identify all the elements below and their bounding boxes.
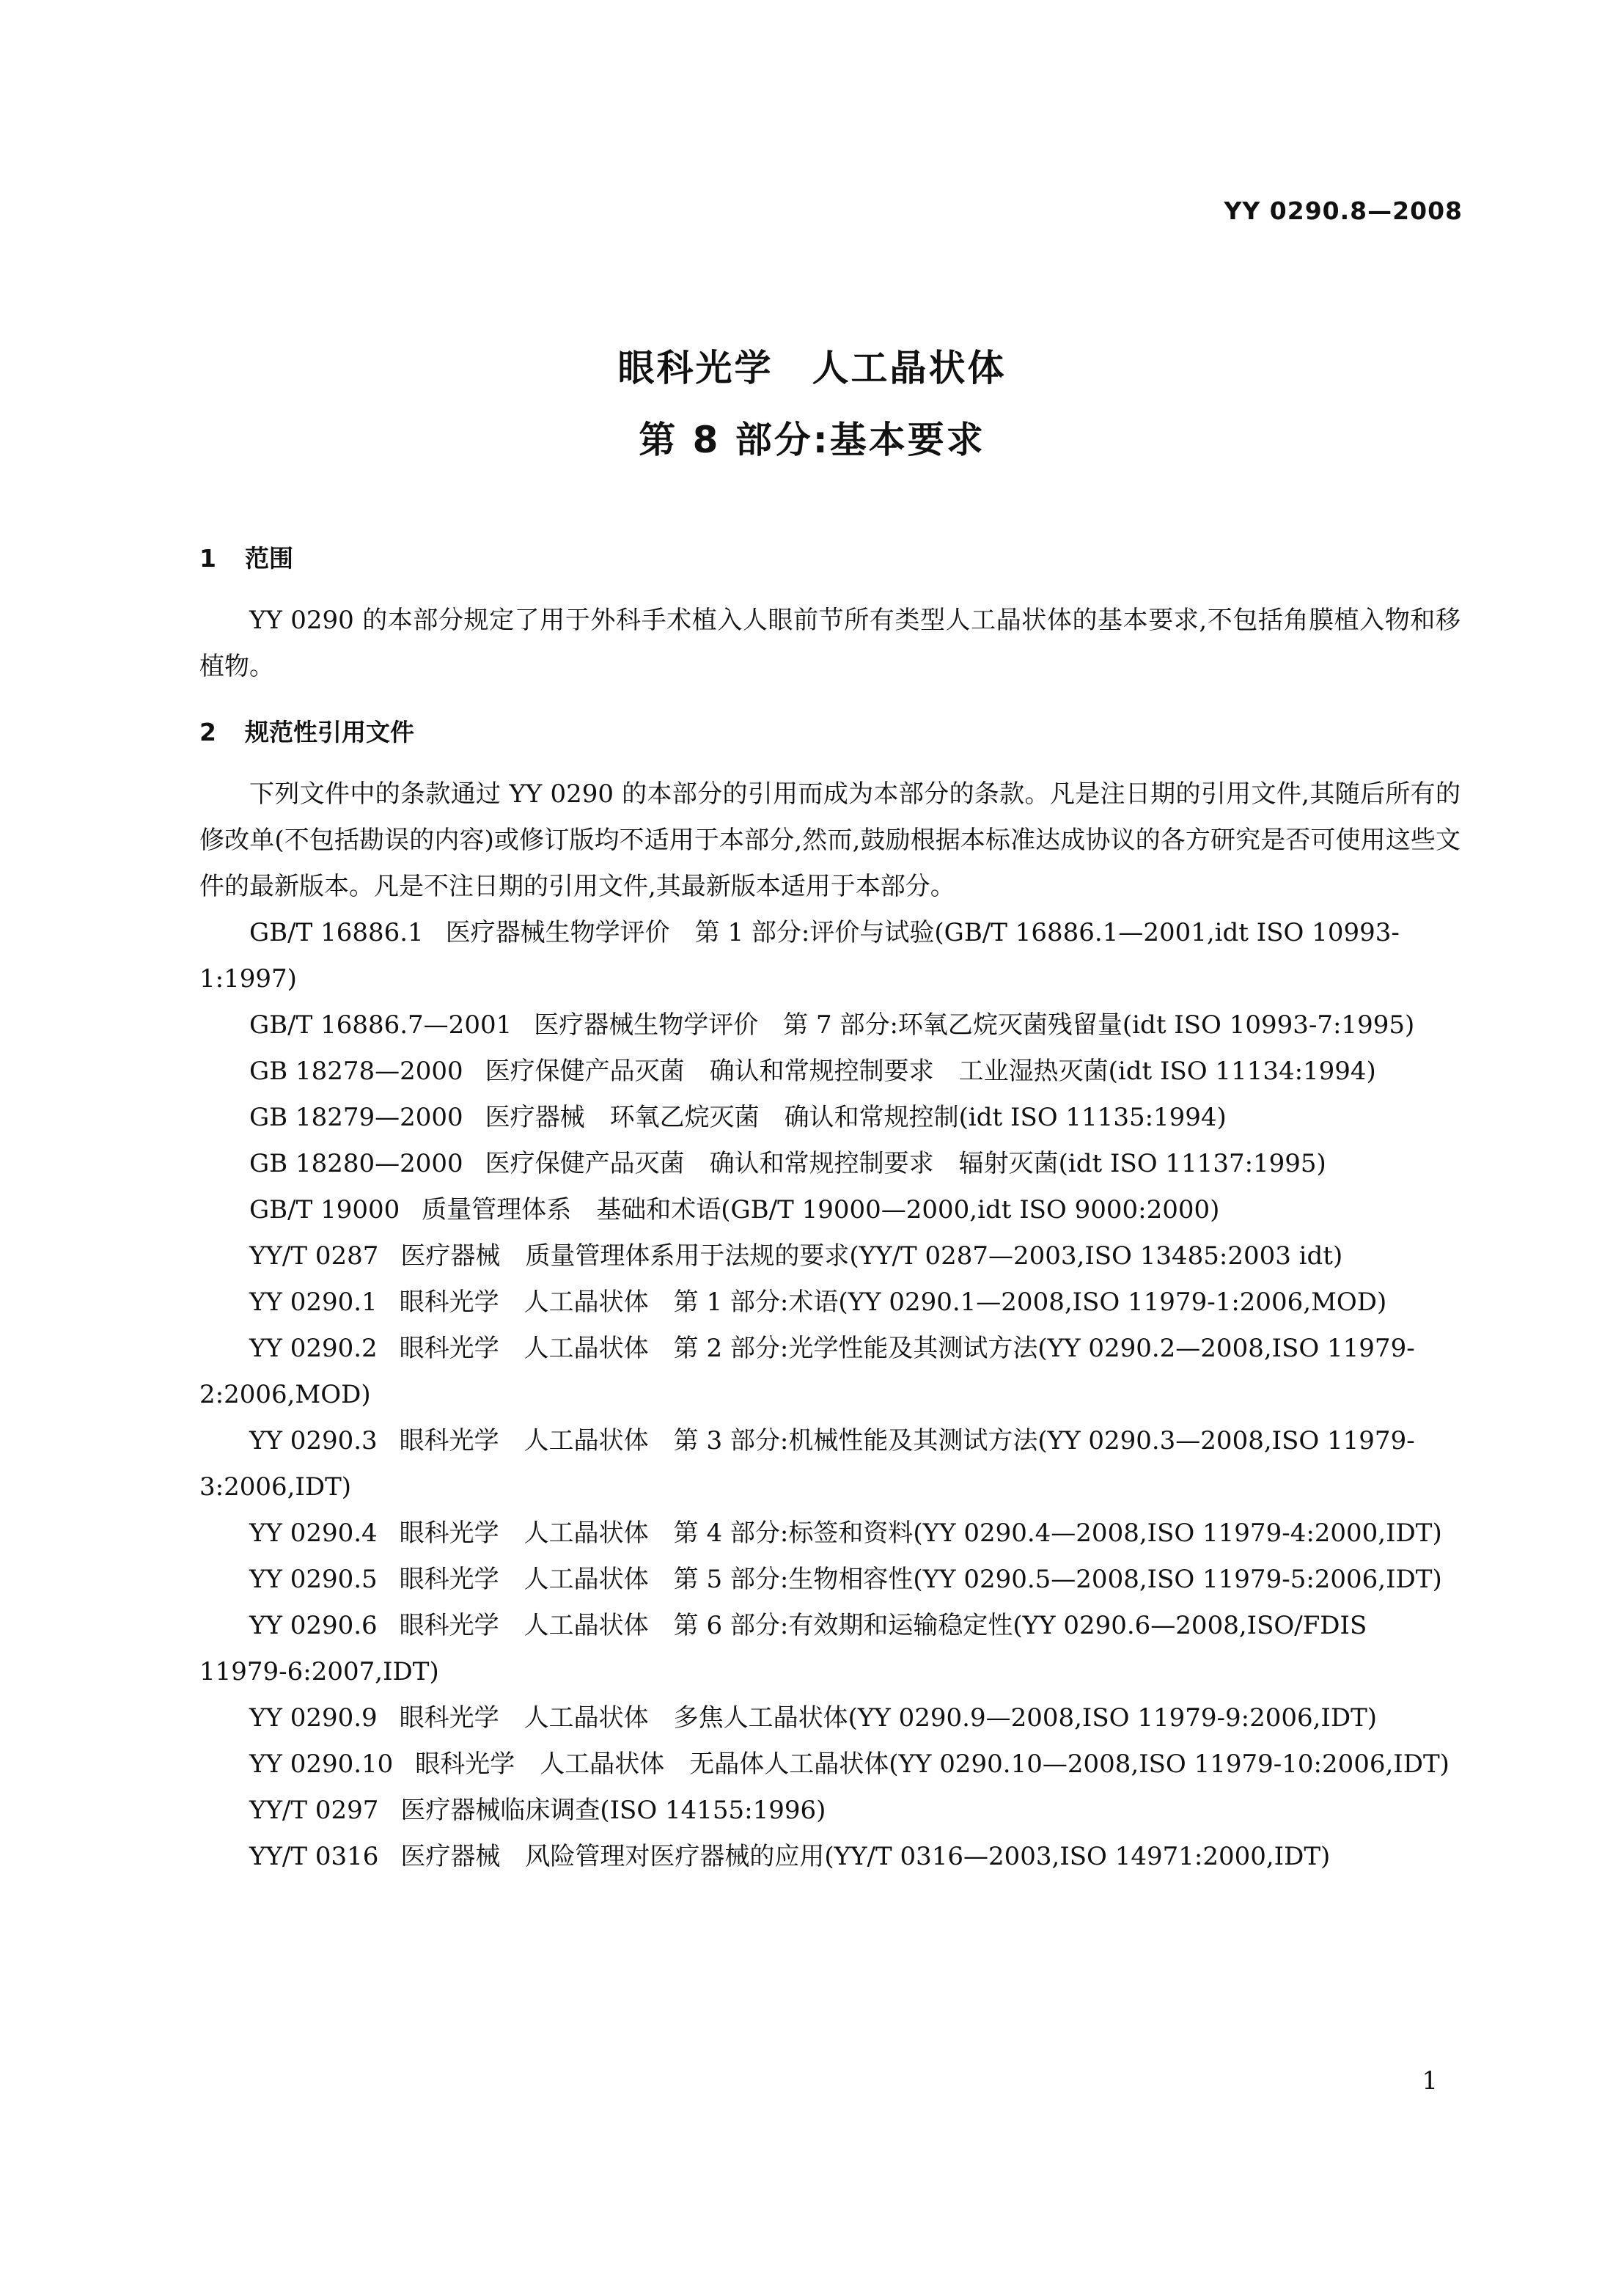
reference-title: 眼科光学 人工晶状体 第 6 部分:有效期和运输稳定性(YY 0290.6—2008,ISO/FDIS 11979-6:2007,IDT) (199, 1611, 1367, 1686)
reference-code: YY 0290.2 (249, 1334, 378, 1363)
reference-code: YY/T 0297 (249, 1796, 379, 1825)
reference-code: YY/T 0316 (249, 1842, 379, 1871)
reference-item (199, 1834, 1461, 1880)
reference-code: YY 0290.10 (249, 1749, 394, 1779)
reference-code: GB 18280—2000 (249, 1149, 463, 1178)
reference-item (199, 1233, 1461, 1279)
reference-title: 眼科光学 人工晶状体 无晶体人工晶状体(YY 0290.10—2008,ISO 11979-10:2006,IDT) (415, 1749, 1450, 1779)
reference-code: YY 0290.9 (249, 1703, 378, 1733)
reference-item (199, 1603, 1461, 1695)
reference-title: 医疗器械 风险管理对医疗器械的应用(YY/T 0316—2003,ISO 14971:2000,IDT) (400, 1842, 1331, 1871)
reference-item (199, 1279, 1461, 1326)
section-number: 1 (199, 544, 216, 573)
reference-item (199, 1141, 1461, 1187)
reference-title: 眼科光学 人工晶状体 第 2 部分:光学性能及其测试方法(YY 0290.2—2008,ISO 11979-2:2006,MOD) (199, 1334, 1415, 1409)
reference-code: GB/T 19000 (249, 1195, 400, 1224)
reference-item (199, 1187, 1461, 1233)
section-title: 范围 (245, 544, 293, 573)
reference-title: 医疗器械 环氧乙烷灭菌 确认和常规控制(idt ISO 11135:1994) (485, 1103, 1227, 1132)
section-number: 2 (199, 718, 216, 746)
reference-title: 医疗保健产品灭菌 确认和常规控制要求 工业湿热灭菌(idt ISO 11134:1994) (485, 1057, 1376, 1086)
reference-title: 眼科光学 人工晶状体 第 4 部分:标签和资料(YY 0290.4—2008,ISO 11979-4:2000,IDT) (399, 1519, 1442, 1548)
section-heading-scope (199, 535, 1461, 581)
reference-item (199, 1002, 1461, 1049)
reference-code: GB/T 16886.1 (249, 918, 424, 947)
reference-code: YY 0290.6 (249, 1611, 378, 1640)
reference-item (199, 1049, 1461, 1095)
section-heading-normative (199, 709, 1461, 755)
normative-intro-paragraph: 下列文件中的条款通过 YY 0290 的本部分的引用而成为本部分的条款。凡是注日期的引用文件,其随后所有的修改单(不包括勘误的内容)或修订版均不适用于本部分,然而,鼓励根据本标准达成协议的各方研究是否可使用这些文件的最新版本。凡是不注日期的引用文件,其最新版本适用于本部分。 (199, 779, 1461, 901)
reference-list (199, 910, 1461, 1880)
reference-item (199, 1695, 1461, 1741)
reference-item (199, 1788, 1461, 1834)
reference-title: 医疗器械生物学评价 第 7 部分:环氧乙烷灭菌残留量(idt ISO 10993-7:1995) (534, 1010, 1415, 1040)
reference-code: YY 0290.4 (249, 1519, 378, 1548)
reference-title: 医疗器械生物学评价 第 1 部分:评价与试验(GB/T 16886.1—2001,idt ISO 10993-1:1997) (199, 918, 1400, 994)
document-subtitle: 第 8 部分:基本要求 (639, 419, 985, 461)
reference-title: 眼科光学 人工晶状体 第 1 部分:术语(YY 0290.1—2008,ISO 11979-1:2006,MOD) (399, 1288, 1387, 1317)
reference-title: 医疗器械临床调查(ISO 14155:1996) (400, 1796, 826, 1825)
page-number: 1 (1422, 2066, 1438, 2096)
reference-code: YY 0290.3 (249, 1426, 378, 1455)
reference-title: 眼科光学 人工晶状体 第 5 部分:生物相容性(YY 0290.5—2008,ISO 11979-5:2006,IDT) (399, 1565, 1442, 1594)
document-body (199, 535, 1461, 1880)
reference-item (199, 1741, 1461, 1788)
reference-code: GB 18278—2000 (249, 1057, 463, 1086)
standard-code: YY 0290.8—2008 (1224, 197, 1463, 225)
document-title: 眼科光学 人工晶状体 (617, 347, 1007, 389)
reference-item (199, 1557, 1461, 1603)
reference-title: 医疗保健产品灭菌 确认和常规控制要求 辐射灭菌(idt ISO 11137:1995) (485, 1149, 1326, 1178)
reference-item (199, 910, 1461, 1002)
reference-title: 眼科光学 人工晶状体 第 3 部分:机械性能及其测试方法(YY 0290.3—2008,ISO 11979-3:2006,IDT) (199, 1426, 1415, 1502)
reference-code: GB/T 16886.7—2001 (249, 1010, 512, 1040)
reference-item (199, 1510, 1461, 1557)
reference-code: YY 0290.1 (249, 1288, 378, 1317)
reference-item (199, 1326, 1461, 1418)
reference-title: 医疗器械 质量管理体系用于法规的要求(YY/T 0287—2003,ISO 13485:2003 idt) (400, 1241, 1343, 1271)
scope-paragraph: YY 0290 的本部分规定了用于外科手术植入人眼前节所有类型人工晶状体的基本要求,不包括角膜植入物和移植物。 (199, 606, 1461, 681)
reference-item (199, 1418, 1461, 1510)
reference-item (199, 1095, 1461, 1141)
section-title: 规范性引用文件 (245, 718, 414, 746)
reference-code: YY/T 0287 (249, 1241, 379, 1271)
reference-title: 质量管理体系 基础和术语(GB/T 19000—2000,idt ISO 9000:2000) (422, 1195, 1220, 1224)
reference-code: GB 18279—2000 (249, 1103, 463, 1132)
reference-code: YY 0290.5 (249, 1565, 378, 1594)
reference-title: 眼科光学 人工晶状体 多焦人工晶状体(YY 0290.9—2008,ISO 11979-9:2006,IDT) (399, 1703, 1378, 1733)
